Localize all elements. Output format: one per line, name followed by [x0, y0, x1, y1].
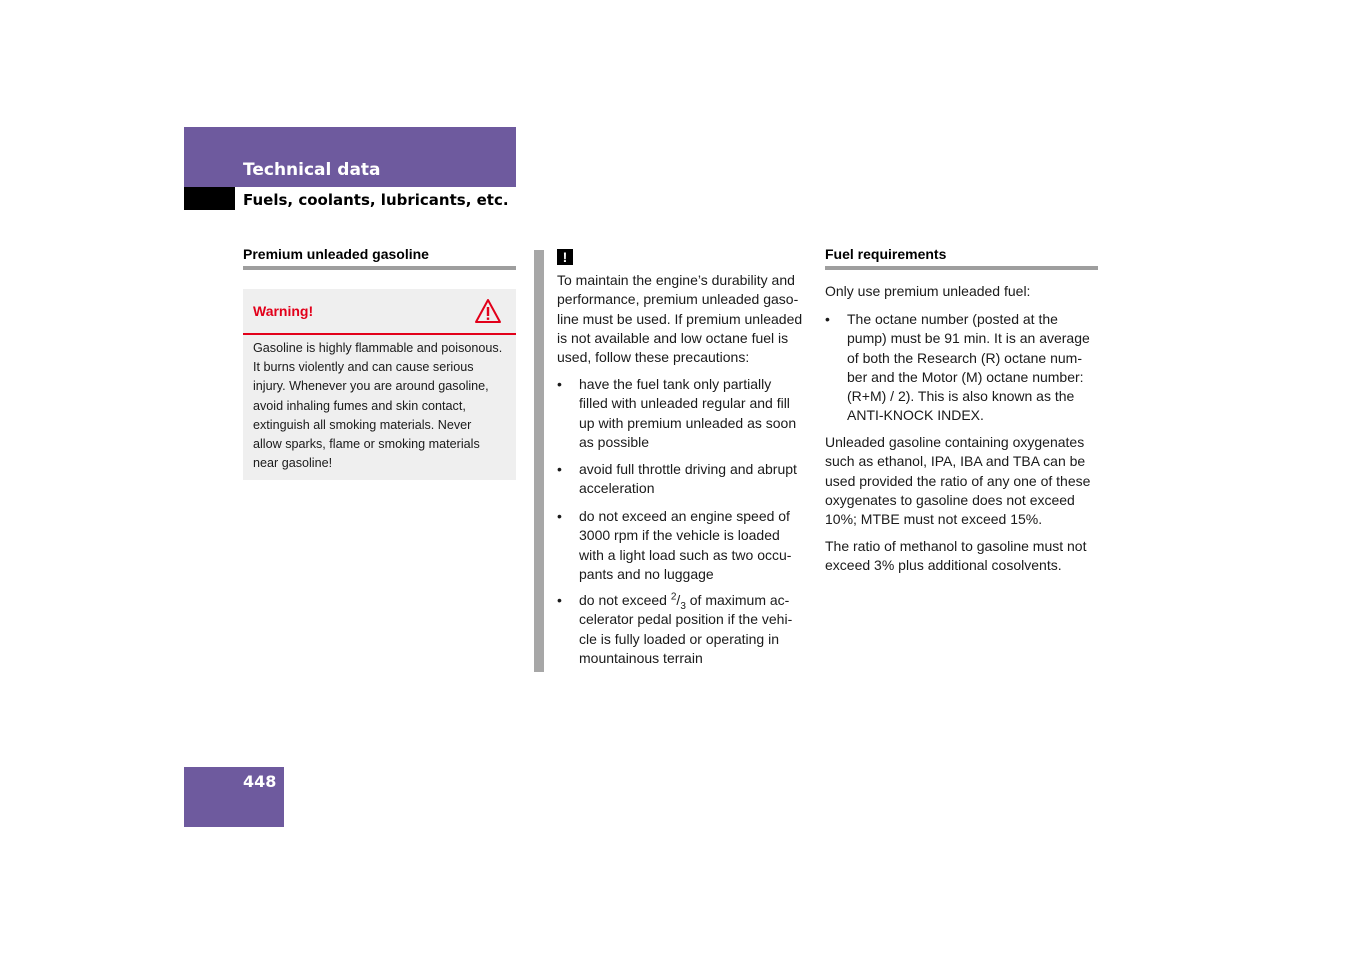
list-item	[557, 507, 812, 584]
list-item	[557, 460, 812, 499]
heading-rule	[825, 266, 1098, 270]
list-item	[825, 310, 1100, 426]
text-line: (R+M) / 2). This is also known as the	[847, 388, 1075, 405]
list-item	[557, 375, 812, 452]
fuel-intro: Only use premium unleaded fuel:	[825, 283, 1031, 299]
fraction-denominator: 3	[680, 600, 686, 612]
text-line: filled with unleaded regular and fill	[579, 395, 790, 412]
text-line: ber and the Motor (M) octane number:	[847, 368, 1084, 385]
text-line: have the fuel tank only partially	[579, 376, 772, 392]
notice-sidebar	[534, 250, 544, 672]
bullet: •	[825, 311, 830, 327]
precaution-list	[557, 507, 812, 584]
text-line: acceleration	[579, 480, 655, 497]
fraction-slash: /	[676, 592, 681, 608]
text-line: is not available and low octane fuel is	[557, 329, 789, 346]
octane-list	[825, 310, 1100, 426]
warning-line: It burns violently and can cause serious	[253, 360, 474, 375]
text-line: avoid full throttle driving and abrupt	[579, 461, 797, 477]
text-line: do not exceed an engine speed of	[579, 508, 790, 524]
warning-line: Gasoline is highly flammable and poisonous.	[253, 341, 503, 355]
bullet: •	[557, 376, 562, 392]
text-line: 10%; MTBE must not exceed 15%.	[825, 511, 1043, 528]
methanol-paragraph	[825, 537, 1105, 576]
bullet: •	[557, 592, 562, 608]
premium-gasoline-heading: Premium unleaded gasoline	[243, 246, 429, 262]
warning-line: extinguish all smoking materials. Never	[253, 417, 472, 432]
text-line: with a light load such as two occu-	[579, 546, 792, 563]
subsection-title: Fuels, coolants, lubricants, etc.	[243, 191, 509, 209]
text-line: pants and no luggage	[579, 565, 714, 582]
notice-intro	[557, 271, 812, 367]
text-line: cle is fully loaded or operating in	[579, 630, 780, 647]
text-line: line must be used. If premium unleaded	[557, 310, 803, 327]
section-title: Technical data	[243, 160, 381, 180]
page-number: 448	[243, 772, 277, 791]
text-line: 3000 rpm if the vehicle is loaded	[579, 527, 780, 544]
heading-rule	[243, 266, 516, 270]
text-line: as possible	[579, 433, 650, 450]
text-line: mountainous terrain	[579, 649, 703, 666]
warning-line: allow sparks, flame or smoking materials	[253, 437, 480, 452]
header-marker	[184, 187, 235, 210]
warning-line: injury. Whenever you are around gasoline,	[253, 379, 489, 394]
fuel-requirements-heading: Fuel requirements	[825, 246, 947, 262]
notice-icon: !	[557, 249, 573, 265]
text-line: Unleaded gasoline containing oxygenates	[825, 434, 1085, 450]
text-line: used, follow these precautions:	[557, 349, 750, 366]
text-line: oxygenates to gasoline does not exceed	[825, 491, 1075, 508]
text-line: performance, premium unleaded gaso-	[557, 291, 799, 308]
text-line	[579, 591, 812, 610]
text-line: The octane number (posted at the	[847, 311, 1058, 327]
oxygenates-paragraph	[825, 433, 1105, 529]
text-line: ANTI-KNOCK INDEX.	[847, 407, 984, 424]
fraction-numerator: 2	[670, 591, 677, 603]
text-line: To maintain the engine’s durability and	[557, 272, 795, 288]
text-line: of both the Research (R) octane num-	[847, 349, 1083, 366]
text-line: used provided the ratio of any one of these	[825, 472, 1091, 489]
precaution-list	[557, 460, 812, 499]
text-line: up with premium unleaded as soon	[579, 414, 797, 431]
fraction-suffix: of maximum ac-	[685, 592, 790, 608]
warning-line: avoid inhaling fumes and skin contact,	[253, 398, 466, 413]
text-line: celerator pedal position if the vehi-	[579, 611, 793, 628]
warning-triangle-icon	[474, 298, 502, 324]
precaution-list	[557, 375, 812, 452]
bullet: •	[557, 461, 562, 477]
text-line: pump) must be 91 min. It is an average	[847, 330, 1090, 347]
warning-label: Warning!	[253, 303, 314, 319]
text-line: exceed 3% plus additional cosolvents.	[825, 557, 1062, 574]
list-item	[557, 591, 812, 668]
warning-text	[253, 339, 509, 473]
text-line: such as ethanol, IPA, IBA and TBA can be	[825, 453, 1086, 470]
warning-divider	[243, 333, 516, 335]
fraction-prefix: do not exceed	[579, 592, 671, 608]
bullet: •	[557, 508, 562, 524]
text-line: The ratio of methanol to gasoline must not	[825, 538, 1087, 554]
warning-line: near gasoline!	[253, 456, 333, 471]
precaution-list	[557, 591, 812, 668]
